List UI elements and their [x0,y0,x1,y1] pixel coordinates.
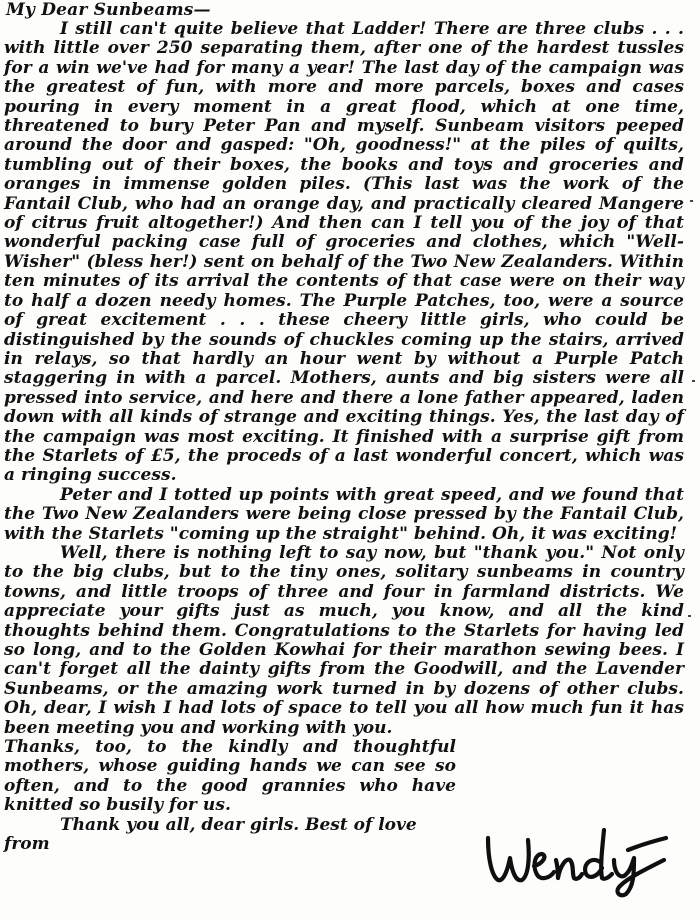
paragraph-3: Well, there is nothing left to say now, but "thank you." Not only to the big clubs, but to the tiny ones, solitary sunbeams in country towns, and little troops of three and four in farmland districts. We appreciate your gifts just as much, you know, and all the kind thoughts behind them. Congratulations to the Starlets for having led so long, and to the Golden Kowhai for their marathon sewing bees. I can't forget all the dainty gifts from the Goodwill, and the Lavender Sunbeams, or the amazing work turned in by dozens of other clubs. Oh, dear, I wish I had lots of space to tell you all how much fun it has been meeting you and working with you. [4,542,684,738]
scan-speck [690,200,693,202]
closing-line: Thank you all, dear girls. Best of love from [4,814,417,855]
signature-wendy [478,820,678,898]
salutation: My Dear Sunbeams— [6,0,211,20]
scan-speck [688,615,691,617]
paragraph-3-continuation: Thanks, too, to the kindly and thoughtful mothers, whose guiding hands we can see so often, and to the good grannies who have knitted so busily for us. [4,737,456,816]
paragraph-1: I still can't quite believe that Ladder! There are three clubs . . . with little over 250 separating them, after one of the hardest tussles for a win we've had for many a year! The last day of the campaign was the greatest of fun, with more and more parcels, boxes and cases pouring in every moment in a great flood, which at one time, threatened to bury Peter Pan and myself. Sunbeam visitors peeped around the door and gasped: "Oh, goodness!" at the piles of quilts, tumbling out of their boxes, the books and toys and groceries and oranges in immense golden piles. (This last was the work of the Fantail Club, who had an orange day, and practically cleared Mangere of citrus fruit altogether!) And then can I tell you of the joy of that wonderful packing case full of groceries and clothes, which "Well-Wisher" (bless her!) sent on behalf of the Two New Zealanders. Within ten minutes of its arrival the contents of that case were on their way to half a dozen needy homes. The Purple Patches, too, were a source of great excitement . . . these cheery little girls, who could be distinguished by the sounds of chuckles coming up the stairs, arrived in relays, so that hardly an hour went by without a Purple Patch staggering in with a parcel. Mothers, aunts and big sisters were all pressed into service, and here and there a lone father appeared, laden down with all kinds of strange and exciting things. Yes, the last day of the campaign was most exciting. It finished with a surprise gift from the Starlets of £5, the proceds of a last wonderful concert, which was a ringing success. [4,19,684,486]
paragraph-2: Peter and I totted up points with great speed, and we found that the Two New Zealanders were being close pressed by the Fantail Club, with the Starlets "coming up the straight" behind. Oh, it was exciting! [4,484,684,544]
letter-body [4,0,684,854]
scan-speck [692,380,695,382]
